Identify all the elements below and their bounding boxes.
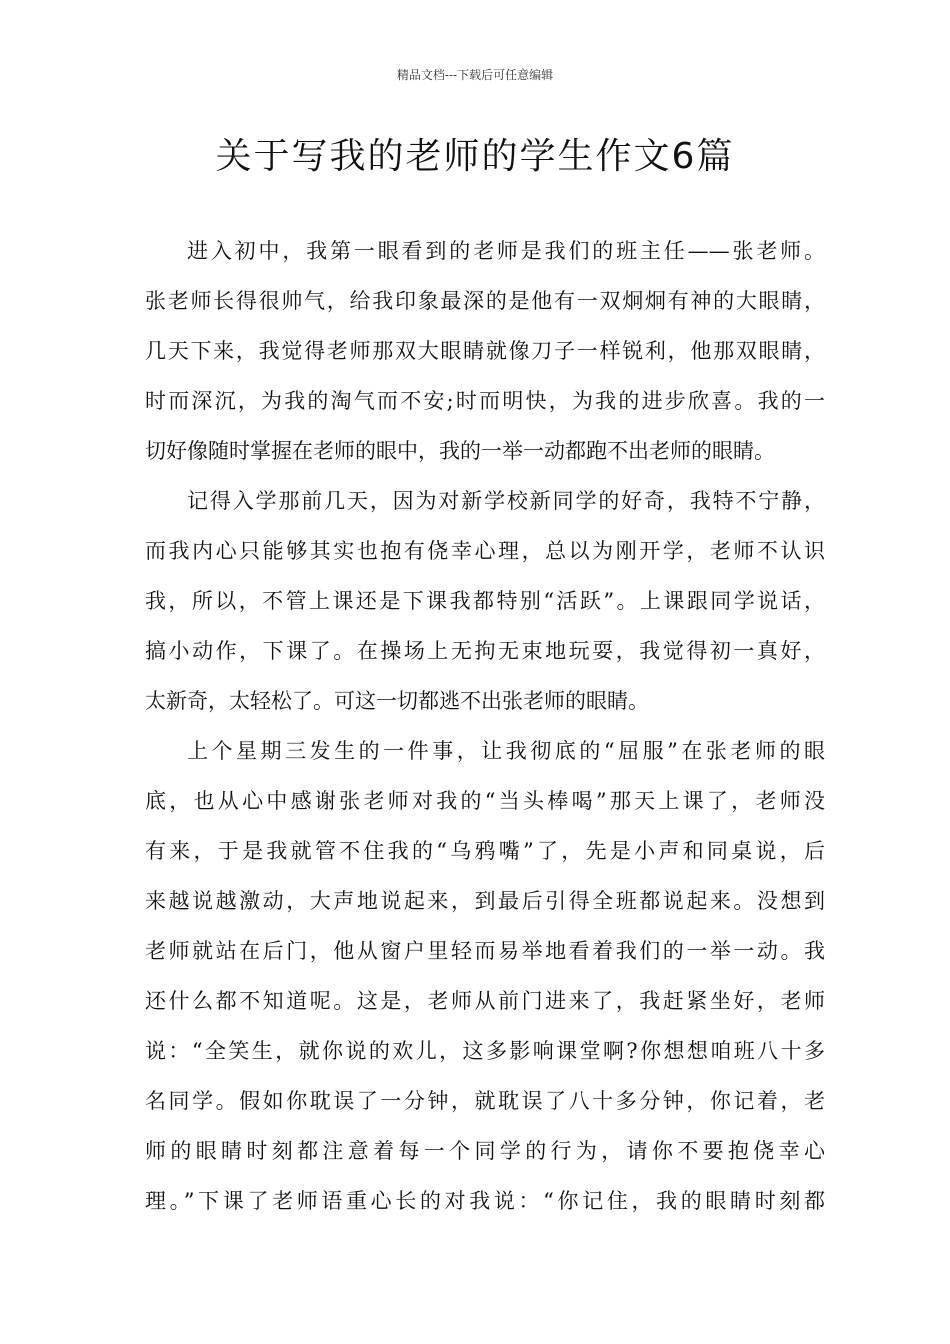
- paragraph-3-line-5: 老师就站在后门，他从窗户里轻而易举地看着我们的一举一动。我: [145, 939, 825, 963]
- paragraph-3-line-3: 有来，于是我就管不住我的“乌鸦嘴”了，先是小声和同桌说，后: [145, 839, 825, 863]
- paragraph-1-line-2: 张老师长得很帅气，给我印象最深的是他有一双炯炯有神的大眼睛，: [145, 289, 825, 313]
- paragraph-3-line-9: 师的眼睛时刻都注意着每一个同学的行为，请你不要抱侥幸心: [145, 1139, 825, 1163]
- paragraph-3-line-8: 名同学。假如你耽误了一分钟，就耽误了八十多分钟，你记着，老: [145, 1089, 825, 1113]
- paragraph-2-line-5: 太新奇，太轻松了。可这一切都逃不出张老师的眼睛。: [145, 689, 649, 713]
- paragraph-1-line-5: 切好像随时掌握在老师的眼中，我的一举一动都跑不出老师的眼睛。: [145, 439, 775, 463]
- paragraph-1-line-3: 几天下来，我觉得老师那双大眼睛就像刀子一样锐利，他那双眼睛，: [145, 339, 825, 363]
- paragraph-1-line-1: 进入初中，我第一眼看到的老师是我们的班主任——张老师。: [187, 239, 825, 263]
- paragraph-3-line-7: 说：“全笑生，就你说的欢儿，这多影响课堂啊?你想想咱班八十多: [145, 1039, 825, 1063]
- paragraph-3-line-1: 上个星期三发生的一件事，让我彻底的“屈服”在张老师的眼: [187, 739, 825, 763]
- document-body: [145, 232, 825, 1232]
- paragraph-2-line-1: 记得入学那前几天，因为对新学校新同学的好奇，我特不宁静，: [187, 489, 825, 513]
- paragraph-3-line-6: 还什么都不知道呢。这是，老师从前门进来了，我赶紧坐好，老师: [145, 989, 825, 1013]
- paragraph-2-line-2: 而我内心只能够其实也抱有侥幸心理，总以为刚开学，老师不认识: [145, 539, 825, 563]
- paragraph-3-line-10: 理。”下课了老师语重心长的对我说：“你记住，我的眼睛时刻都: [145, 1189, 825, 1213]
- paragraph-2-line-4: 搞小动作，下课了。在操场上无拘无束地玩耍，我觉得初一真好，: [145, 639, 825, 663]
- paragraph-3-line-2: 底，也从心中感谢张老师对我的“当头棒喝”那天上课了，老师没: [145, 789, 825, 813]
- document-title: 关于写我的老师的学生作文6篇: [215, 136, 735, 177]
- paragraph-2-line-3: 我，所以，不管上课还是下课我都特别“活跃”。上课跟同学说话，: [145, 589, 825, 613]
- header-note: 精品文档---下载后可任意编辑: [396, 68, 554, 82]
- paragraph-1-line-4: 时而深沉，为我的淘气而不安;时而明快，为我的进步欣喜。我的一: [145, 389, 825, 413]
- paragraph-3-line-4: 来越说越激动，大声地说起来，到最后引得全班都说起来。没想到: [145, 889, 825, 913]
